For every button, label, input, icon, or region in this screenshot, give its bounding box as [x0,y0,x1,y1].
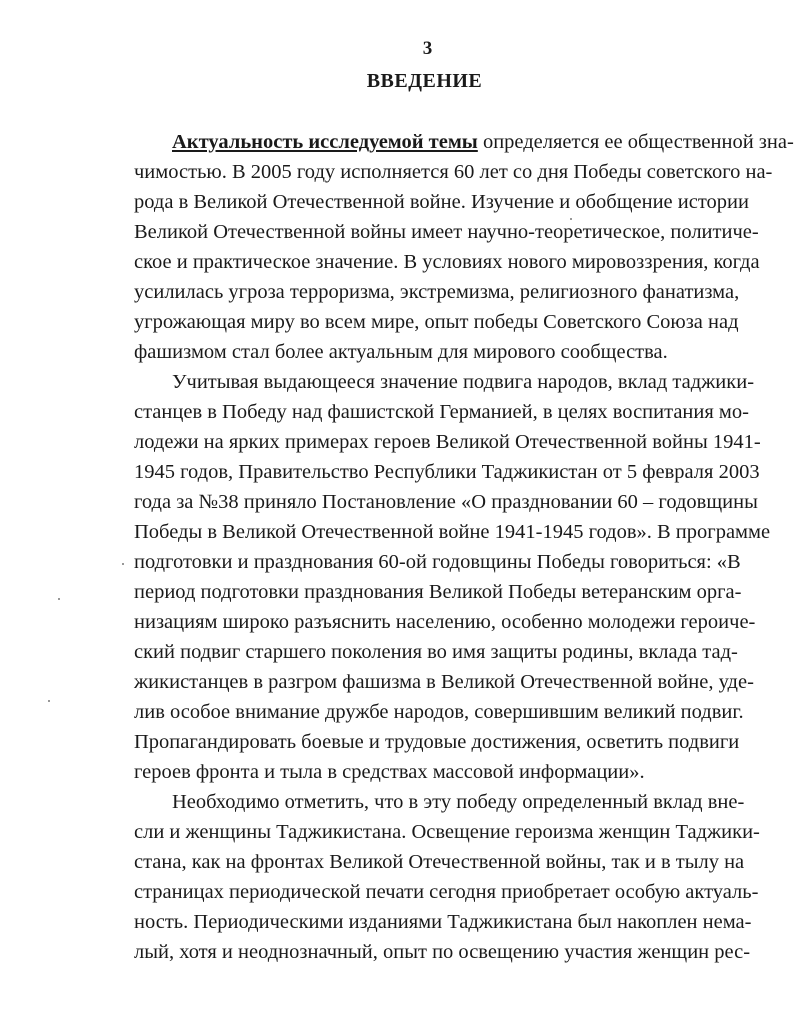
text-line: фашизмом стал более актуальным для мирового сообщества. [134,341,668,363]
page-title: ВВЕДЕНИЕ [366,70,483,92]
text-line: Победы в Великой Отечественной войне 1941-1945 годов». В программе [134,521,771,543]
text-line: период подготовки празднования Великой Победы ветеранским орга- [134,581,742,603]
text-line: лив особое внимание дружбе народов, совершившим великий подвиг. [134,701,744,723]
text-line: ский подвиг старшего поколения во имя защиты родины, вклада тад- [134,641,738,663]
text-line: чимостью. В 2005 году исполняется 60 лет со дня Победы советского на- [134,161,773,183]
text-line: подготовки и празднования 60-ой годовщины Победы говориться: «В [134,551,741,573]
text-line: года за №38 приняло Постановление «О праздновании 60 – годовщины [134,491,758,513]
page-number: 3 [422,38,433,59]
text-line: страницах периодической печати сегодня приобретает особую актуаль- [134,881,759,903]
text-line: героев фронта и тыла в средствах массовой информации». [134,761,645,783]
text-line: жикистанцев в разгром фашизма в Великой Отечественной войне, уде- [134,671,754,693]
text-line: лодежи на ярких примерах героев Великой Отечественной войны 1941- [134,431,761,453]
scan-speck [570,218,572,220]
text-line: рода в Великой Отечественной войне. Изучение и обобщение истории [134,191,749,213]
scan-speck [48,700,50,702]
text-line: угрожающая миру во всем мире, опыт победы Советского Союза над [134,311,739,333]
text-line: 1945 годов, Правительство Республики Таджикистан от 5 февраля 2003 [134,461,760,483]
scan-speck [58,598,60,600]
text-line: ское и практическое значение. В условиях нового мировоззрения, когда [134,251,760,273]
text-line: Великой Отечественной войны имеет научно-теоретическое, политиче- [134,221,759,243]
text-line: станцев в Победу над фашистской Германией, в целях воспитания мо- [134,401,749,423]
text-line: Учитывая выдающееся значение подвига народов, вклад таджики- [172,371,755,393]
topic-relevance-label: Актуальность исследуемой темы [172,131,478,153]
text-line: Пропагандировать боевые и трудовые достижения, осветить подвиги [134,731,740,753]
text-line: лый, хотя и неоднозначный, опыт по освещению участия женщин рес- [134,941,751,963]
text-line: ность. Периодическими изданиями Таджикистана был накоплен нема- [134,911,752,933]
text-line: Необходимо отметить, что в эту победу определенный вклад вне- [172,791,745,813]
scan-speck [122,563,124,565]
text-line [172,128,794,156]
text-line: сли и женщины Таджикистана. Освещение героизма женщин Таджики- [134,821,760,843]
text-line: усилилась угроза терроризма, экстремизма, религиозного фанатизма, [134,281,740,303]
text-line: стана, как на фронтах Великой Отечественной войны, так и в тылу на [134,851,745,873]
text-line: низациям широко разъяснить населению, особенно молодежи герoиче- [134,611,756,633]
text-line-fragment: определяется ее общественной зна- [477,131,794,153]
